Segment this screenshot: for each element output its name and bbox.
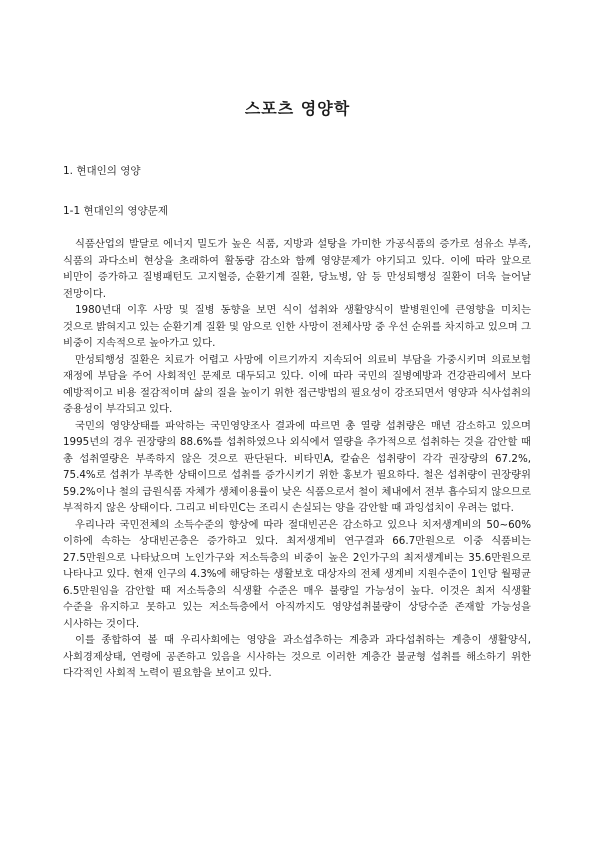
paragraph: 우리나라 국민전체의 소득수준의 향상에 따라 절대빈곤은 감소하고 있으나 치저생계비의 50~60% 이하에 속하는 상대빈곤층은 증가하고 있다. 최저생계비 연구결과 66.7만원으로 이중 식품비는 27.5만원으로 나타났으며 노인가구와 저소득층의 비중이 높은 2인가구의 최저생계비는 35.6만원으로 나타나고 있다. 현재 인구의 4.3%에 해당하는 생활보호 대상자의 전체 생계비 지원수준이 1인당 월평균 6.5만원임을 감안할 때 저소득층의 식생활 수준은 매우 불량일 가능성이 높다. 이것은 최저 식생활 수준을 유지하고 못하고 있는 저소득층에서 아직까지도 영양섭취불량이 상당수준 존재할 가능성을 시사하는 것이다. (63, 518, 531, 630)
subsection-heading: 1-1 현대인의 영양문제 (63, 205, 168, 217)
paragraph: 만성퇴행성 질환은 치료가 어렵고 사망에 이르기까지 지속되어 의료비 부담을 가중시키며 의료보험 재정에 부담을 주어 사회적인 문제로 대두되고 있다. 이에 따라 국민의 질병예방과 건강관리에서 보다 예방적이고 비용 절감적이며 삶의 질을 높이기 위한 접근방법의 필요성이 강조되면서 영양과 식사섭취의 중용성이 부각되고 있다. (63, 353, 531, 415)
section-heading: 1. 현대인의 영양 (63, 165, 141, 177)
paragraph: 식품산업의 발달로 에너지 밀도가 높은 식품, 지방과 설탕을 가미한 가공식품의 증가로 섬유소 부족, 식품의 과다소비 현상을 초래하여 활동량 감소와 함께 영양문제가 야기되고 있다. 이에 따라 앞으로 비만이 증가하고 질병패턴도 고지혈증, 순환기계 질환, 당뇨병, 암 등 만성퇴행성 질환이 더욱 늘어날 전망이다. (63, 238, 531, 300)
paragraph: 1980년대 이후 사망 및 질병 동향을 보면 식이 섭취와 생활양식이 발병원인에 큰영향을 미치는 것으로 밝혀지고 있는 순환기계 질환 및 암으로 인한 사망이 전체사망 중 우선 순위를 차지하고 있으며 그 비중이 지속적으로 높아가고 있다. (63, 304, 531, 349)
paragraph: 국민의 영양상태를 파악하는 국민영양조사 결과에 따르면 총 열량 섭취량은 매년 감소하고 있으며 1995년의 경우 권장량의 88.6%를 섭취하였으나 외식에서 열량을 추가적으로 섭취하는 것을 감안할 때 총 섭취열량은 부족하지 않은 것으로 판단된다. 비타민A, 칼슘은 섭취량이 각각 권장량의 67.2%, 75.4%로 섭취가 부족한 상태이므로 섭취를 증가시키기 위한 홍보가 필요하다. 철은 섭취량이 권장량위 59.2%이나 철의 급원식품 자체가 생체이용률이 낮은 식품으로서 철이 체내에서 전부 흡수되지 않으므로 부적하지 않은 상태이다. 그리고 비타민C는 조리시 손실되는 양을 감안할 때 과잉섭치이 우려는 없다. (63, 419, 531, 514)
paragraph: 이를 종합하여 볼 때 우리사회에는 영양을 과소섭추하는 계층과 과다섭취하는 계층이 생활양식, 사회경제상태, 연령에 공존하고 있음을 시사하는 것으로 이러한 계층간 불균형 섭취를 해소하기 위한 다각적인 사회적 노력이 필요함을 보이고 있다. (63, 634, 531, 679)
body-text (63, 236, 531, 682)
document-title: 스포츠 영양학 (244, 99, 351, 118)
